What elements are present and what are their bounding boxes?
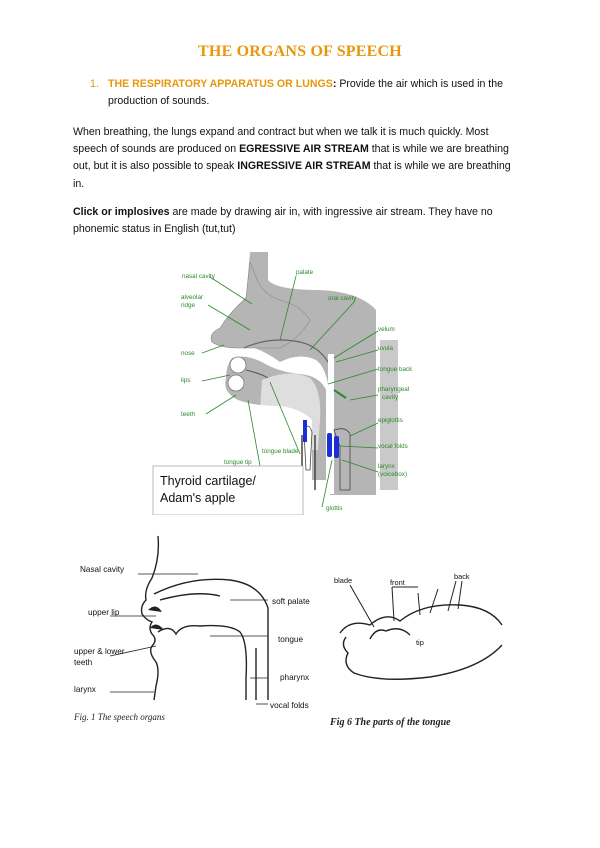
para-text: are made by drawing air in, with ingressive air stream. They have no — [169, 206, 493, 218]
speech-organs-diagram — [70, 528, 330, 728]
para-text: phonemic status in English (tut,tut) — [73, 223, 236, 236]
label-pharyngeal: pharyngeal — [378, 386, 410, 393]
list-text-2: production of sounds. — [108, 95, 210, 108]
fig1-caption: Fig. 1 The speech organs — [74, 712, 165, 722]
para-text: speech of sounds are produced on — [73, 143, 240, 156]
label-pharynx: pharynx — [280, 673, 310, 682]
label-cavity: cavity — [382, 394, 399, 401]
label-larynx: larynx — [378, 463, 395, 470]
tongue-parts-diagram — [330, 565, 530, 730]
label-nose: nose — [181, 350, 195, 357]
vocal-tract-diagram — [150, 250, 440, 515]
callout-thyroid: Thyroid cartilage/ — [160, 474, 256, 488]
label-ridge: ridge — [181, 302, 196, 309]
label-vocal-folds-2: vocal folds — [270, 701, 309, 710]
label-voicebox: (voicebox) — [378, 471, 408, 478]
paragraph-clicks — [73, 204, 533, 238]
label-upper-lower: upper & lower — [74, 647, 125, 656]
label-velum: velum — [378, 326, 395, 333]
page-title: THE ORGANS OF SPEECH — [198, 43, 402, 60]
ingressive-term: INGRESSIVE AIR STREAM — [237, 160, 371, 173]
egressive-term: EGRESSIVE AIR STREAM — [239, 143, 369, 156]
label-tongue-tip: tongue tip — [224, 459, 252, 466]
label-tongue-back: tongue back — [378, 366, 413, 373]
label-nasal-cavity-2: Nasal cavity — [80, 565, 125, 574]
fig6-caption: Fig 6 The parts of the tongue — [330, 717, 451, 728]
para-text: out, but it is also possible to speak — [73, 160, 238, 173]
clicks-term: Click or implosives — [73, 206, 170, 218]
label-back: back — [454, 572, 470, 581]
label-palate: palate — [296, 269, 314, 276]
para-text: that is while we are breathing — [370, 160, 511, 173]
list-number: 1. — [90, 78, 99, 90]
label-blade: blade — [334, 576, 353, 585]
list-text: Provide the air which is used in the — [336, 78, 504, 90]
label-tongue-blade: tongue blade — [262, 448, 299, 455]
label-nasal-cavity: nasal cavity — [182, 273, 215, 280]
callout-adams-apple: Adam's apple — [160, 491, 236, 505]
list-heading: THE RESPIRATORY APPARATUS OR LUNGS — [108, 78, 333, 90]
paragraph-breathing — [73, 124, 533, 193]
label-uvula: uvula — [378, 345, 394, 352]
para-line: When breathing, the lungs expand and contract but when we talk it is much quickly. Most — [73, 126, 489, 138]
label-front: front — [390, 578, 405, 587]
para-text: that is while we are breathing — [368, 143, 509, 156]
list-item-respiratory — [90, 76, 530, 110]
label-tip: tip — [416, 638, 424, 647]
label-teeth: teeth — [181, 411, 196, 418]
label-soft-palate: soft palate — [272, 597, 310, 606]
label-vocal-folds: vocal folds — [378, 443, 408, 450]
heading-colon: : — [332, 78, 337, 90]
label-teeth-2: teeth — [74, 658, 93, 667]
label-lips: lips — [181, 377, 191, 384]
label-tongue: tongue — [278, 635, 304, 644]
label-oral-cavity: oral cavity — [328, 295, 357, 302]
label-epiglottis: epiglottis — [378, 417, 403, 424]
label-larynx-2: larynx — [74, 685, 96, 694]
label-upper-lip: upper lip — [88, 608, 120, 617]
label-glottis: glottis — [326, 505, 343, 512]
para-text: in. — [73, 177, 85, 190]
label-alveolar: alveolar — [181, 294, 204, 301]
